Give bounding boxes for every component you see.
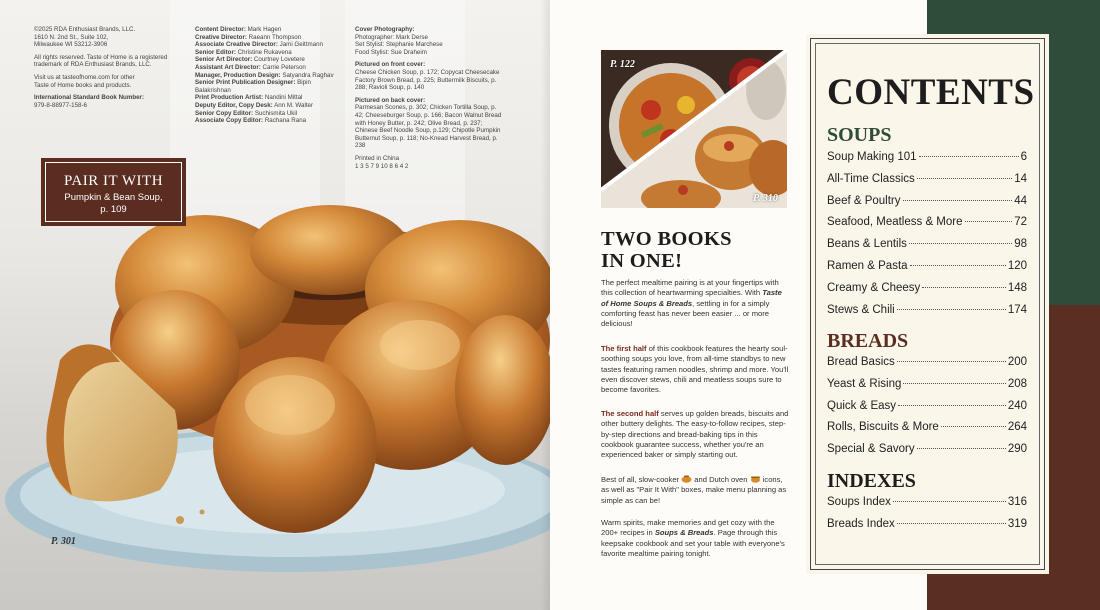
paragraph-text: . Page through this keepsake cookbook and set your table with everyone's favorite mealtime pairing tonight. xyxy=(601,528,785,558)
credit-role: Deputy Editor, Copy Desk: xyxy=(195,101,273,109)
credit-role: Associate Creative Director: xyxy=(195,41,278,49)
credit-role: Manager, Production Design: xyxy=(195,71,281,79)
credit-role: Print Production Artist: xyxy=(195,94,264,102)
toc-entry-page: 208 xyxy=(1007,377,1027,390)
toc-leader-dots xyxy=(897,309,1006,310)
paragraph-lead: The second half xyxy=(601,409,659,418)
toc-leader-dots xyxy=(903,383,1005,384)
paragraph-text: icons, as well as "Pair It With" boxes, make menu planning as simple as can be! xyxy=(601,475,787,505)
toc-entry-label: Stews & Chili xyxy=(827,303,895,316)
credit-name: Christine Rukavena xyxy=(237,48,292,56)
toc-entry[interactable] xyxy=(827,282,1027,294)
credit-heading: Pictured on front cover: xyxy=(355,61,426,69)
credit-line: trademark of RDA Enthusiast Brands, LLC. xyxy=(34,61,152,69)
book-title: Taste of Home Soups & Breads xyxy=(601,288,782,308)
toc-entry-label: Soups Index xyxy=(827,496,891,508)
paragraph-text: The perfect mealtime pairing is at your fingertips with this collection of heartwarming specialties. With xyxy=(601,278,779,298)
credit-name: Rachana Rana xyxy=(264,117,307,125)
toc-entry[interactable] xyxy=(827,443,1027,455)
toc-entry[interactable] xyxy=(827,195,1027,207)
toc-leader-dots xyxy=(897,523,1006,524)
credit-line: Parmesan Scones, p. 302; Chicken Tortilla Soup, p. 42; Cheeseburger Soup, p. 166; Bacon Walnut Bread with Honey Butter, p. 242; Olive Bread, p. 237; Chinese Beef Noodle Soup, p.129; Chipotle Pumpkin Butternut Soup, p. 118; No-Knead Harvest Bread, p. 238 xyxy=(355,104,502,150)
right-page xyxy=(550,0,1100,610)
breads-heading: BREADS xyxy=(827,330,909,352)
toc-entry-page: 44 xyxy=(1014,194,1027,207)
paragraph-text: Best of all, slow-cooker xyxy=(601,475,682,484)
pair-it-with-box xyxy=(41,158,186,226)
toc-entry-page: 6 xyxy=(1020,151,1027,163)
toc-entry-page: 120 xyxy=(1007,260,1027,272)
credit-name: Nandini Mittal xyxy=(264,94,303,102)
credit-heading: Cover Photography: xyxy=(355,26,415,33)
toc-entry-page: 72 xyxy=(1014,216,1027,229)
toc-entry-label: Breads Index xyxy=(827,517,895,530)
toc-entry-label: Seafood, Meatless & More xyxy=(827,216,963,229)
toc-leader-dots xyxy=(941,426,1006,427)
toc-leader-dots xyxy=(922,287,1006,288)
toc-entry-label: Quick & Easy xyxy=(827,399,897,412)
toc-entry[interactable] xyxy=(827,421,1027,433)
toc-entry-label: Soup Making 101 xyxy=(827,151,917,163)
soup-and-biscuits-photo xyxy=(601,50,787,208)
toc-entry-label: Yeast & Rising xyxy=(827,377,902,390)
icons-paragraph xyxy=(601,475,791,506)
credit-name: Bipin Balakrishnan xyxy=(195,79,311,94)
credit-name: Satyandra Raghav xyxy=(282,71,334,79)
toc-entry-page: 14 xyxy=(1014,172,1027,185)
paragraph-text: serves up golden breads, biscuits and other buttery delights. The easy-to-follow recipes, step-by-step directions and bread-baking tips in this cookbook guarantee success, whether you're an experienced baker or simply starting out. xyxy=(601,409,789,460)
credit-line: 1610 N. 2nd St., Suite 102, xyxy=(34,33,109,41)
credit-role: Content Director: xyxy=(195,26,246,33)
credit-line: Photographer: Mark Derse xyxy=(355,33,428,41)
toc-entry-label: Beans & Lentils xyxy=(827,238,907,251)
closing-paragraph xyxy=(601,518,791,559)
toc-leader-dots xyxy=(917,448,1006,449)
copyright-block xyxy=(34,26,174,109)
toc-leader-dots xyxy=(910,265,1006,266)
toc-entry[interactable] xyxy=(827,173,1027,185)
credit-role: Associate Copy Editor: xyxy=(195,117,264,125)
credit-line: All rights reserved. Taste of Home is a registered xyxy=(34,53,168,61)
soups-heading: SOUPS xyxy=(827,124,892,146)
credit-line xyxy=(195,34,335,42)
toc-leader-dots xyxy=(898,405,1006,406)
toc-entry-page: 319 xyxy=(1007,517,1027,530)
photo-page-tag: P. 301 xyxy=(51,536,76,547)
credit-line: Milwaukee WI 53212-3906 xyxy=(34,41,108,49)
toc-entry[interactable] xyxy=(827,496,1027,508)
toc-entry-page: 240 xyxy=(1007,399,1027,412)
credit-line xyxy=(195,117,335,125)
book-title: Soups & Breads xyxy=(654,528,714,538)
toc-entry[interactable] xyxy=(827,151,1027,163)
toc-leader-dots xyxy=(897,361,1006,362)
credit-line xyxy=(195,94,335,102)
credit-line xyxy=(195,79,335,94)
toc-entry-label: Special & Savory xyxy=(827,443,915,456)
contents-card xyxy=(810,38,1045,570)
credit-line: Food Stylist: Sue Draheim xyxy=(355,48,427,56)
credit-line: Cheese Chicken Soup, p. 172; Copycat Cheesecake Factory Brown Bread, p. 225; Buttermilk Biscuits, p. 288; Ravioli Soup, p. 140 xyxy=(355,68,500,92)
credit-name: Jami Geittmann xyxy=(279,41,323,49)
toc-entry-page: 98 xyxy=(1014,238,1027,251)
credit-line xyxy=(195,49,335,57)
toc-entry[interactable] xyxy=(827,216,1027,228)
credit-role: Senior Print Publication Designer: xyxy=(195,79,296,87)
credit-line xyxy=(195,102,335,110)
intro-paragraph xyxy=(601,278,791,329)
toc-entry-page: 174 xyxy=(1007,303,1027,316)
toc-entry-page: 148 xyxy=(1007,281,1027,294)
indexes-heading: INDEXES xyxy=(827,470,916,492)
toc-entry-page: 290 xyxy=(1007,443,1027,456)
credit-name: Mark Hagen xyxy=(247,26,282,33)
credit-line: ©2025 RDA Enthusiast Brands, LLC. xyxy=(34,26,136,33)
toc-entry[interactable] xyxy=(827,260,1027,272)
toc-entry[interactable] xyxy=(827,356,1027,368)
photo-page-tag: P. 122 xyxy=(610,59,635,70)
toc-leader-dots xyxy=(909,243,1012,244)
credit-name: Carrie Peterson xyxy=(262,63,306,71)
toc-entry-label: Beef & Poultry xyxy=(827,194,901,207)
toc-leader-dots xyxy=(903,200,1013,201)
toc-leader-dots xyxy=(893,501,1006,502)
toc-leader-dots xyxy=(919,156,1019,157)
credit-role: Creative Director: xyxy=(195,33,247,41)
contents-title: CONTENTS xyxy=(827,72,1035,113)
credit-line: Visit us at tasteofhome.com for other xyxy=(34,73,135,81)
pair-recipe-name: Pumpkin & Bean Soup, xyxy=(64,192,163,203)
credit-name: Ann M. Walter xyxy=(274,101,314,109)
paragraph-text: Warm spirits, make memories and get cozy with the 200+ recipes in xyxy=(601,518,775,538)
toc-entry-page: 200 xyxy=(1007,356,1027,368)
pair-recipe-page: p. 109 xyxy=(100,204,127,215)
credit-line: Printed in China xyxy=(355,154,400,162)
toc-entry-page: 264 xyxy=(1007,421,1027,434)
toc-entry-label: Bread Basics xyxy=(827,356,895,368)
credit-line: 1 3 5 7 9 10 8 6 4 2 xyxy=(355,162,409,170)
paragraph-text: and Dutch oven xyxy=(692,475,750,484)
intro-title-line: IN ONE! xyxy=(601,250,683,272)
toc-entry-label: Rolls, Biscuits & More xyxy=(827,421,939,434)
first-half-paragraph xyxy=(601,344,791,395)
credit-line: Taste of Home books and products. xyxy=(34,81,132,89)
credit-heading: Pictured on back cover: xyxy=(355,96,426,104)
toc-entry[interactable] xyxy=(827,518,1027,530)
credit-line xyxy=(195,56,335,64)
credit-name: Raeann Thompson xyxy=(248,33,302,41)
toc-leader-dots xyxy=(965,221,1013,222)
credit-role: Assistant Art Director: xyxy=(195,63,261,71)
credit-name: Suchismita Ukil xyxy=(254,109,298,117)
credit-line xyxy=(195,110,335,118)
credit-role: Senior Art Director: xyxy=(195,56,253,64)
credit-line: International Standard Book Number: xyxy=(34,94,145,102)
toc-entry[interactable] xyxy=(827,378,1027,390)
slow-cooker-icon xyxy=(681,475,692,483)
second-half-paragraph xyxy=(601,409,791,460)
credit-line: Set Stylist: Stephanie Marchese xyxy=(355,41,443,49)
monkey-bread-photo xyxy=(0,200,550,610)
toc-entry-label: All-Time Classics xyxy=(827,172,915,185)
photo-page-tag: P. 310 xyxy=(753,193,778,204)
credit-line xyxy=(195,26,335,34)
credit-line xyxy=(195,72,335,80)
credit-name: Courtney Lovetere xyxy=(253,56,305,64)
toc-entry-label: Creamy & Cheesy xyxy=(827,281,921,294)
toc-entry-page: 316 xyxy=(1007,496,1027,508)
toc-entry[interactable] xyxy=(827,400,1027,412)
credit-line xyxy=(195,41,335,49)
toc-leader-dots xyxy=(917,178,1012,179)
pair-it-with-title: PAIR IT WITH xyxy=(63,173,164,189)
toc-entry[interactable] xyxy=(827,304,1027,316)
paragraph-lead: The first half xyxy=(601,344,647,353)
credit-role: Senior Copy Editor: xyxy=(195,109,254,117)
toc-entry[interactable] xyxy=(827,238,1027,250)
credit-role: Senior Editor: xyxy=(195,48,236,56)
cover-credits xyxy=(355,26,505,170)
intro-title-line: TWO BOOKS xyxy=(601,228,732,250)
intro-title xyxy=(601,228,791,272)
dutch-oven-icon xyxy=(750,475,761,483)
paragraph-text: of this cookbook features the hearty soul-soothing soups you love, from all-time standbys to new tastes featuring ramen noodles, shrimp and more. You'll even discover stews, chili and meatless soups sure to become favorites. xyxy=(601,344,789,395)
credit-line: 979-8-88977-158-6 xyxy=(34,101,87,109)
staff-credits xyxy=(195,26,335,125)
paragraph-text: , settling in for a simply comforting feast has never been easier ... or more delicious! xyxy=(601,298,770,329)
toc-entry-label: Ramen & Pasta xyxy=(827,260,908,272)
credit-line xyxy=(195,64,335,72)
